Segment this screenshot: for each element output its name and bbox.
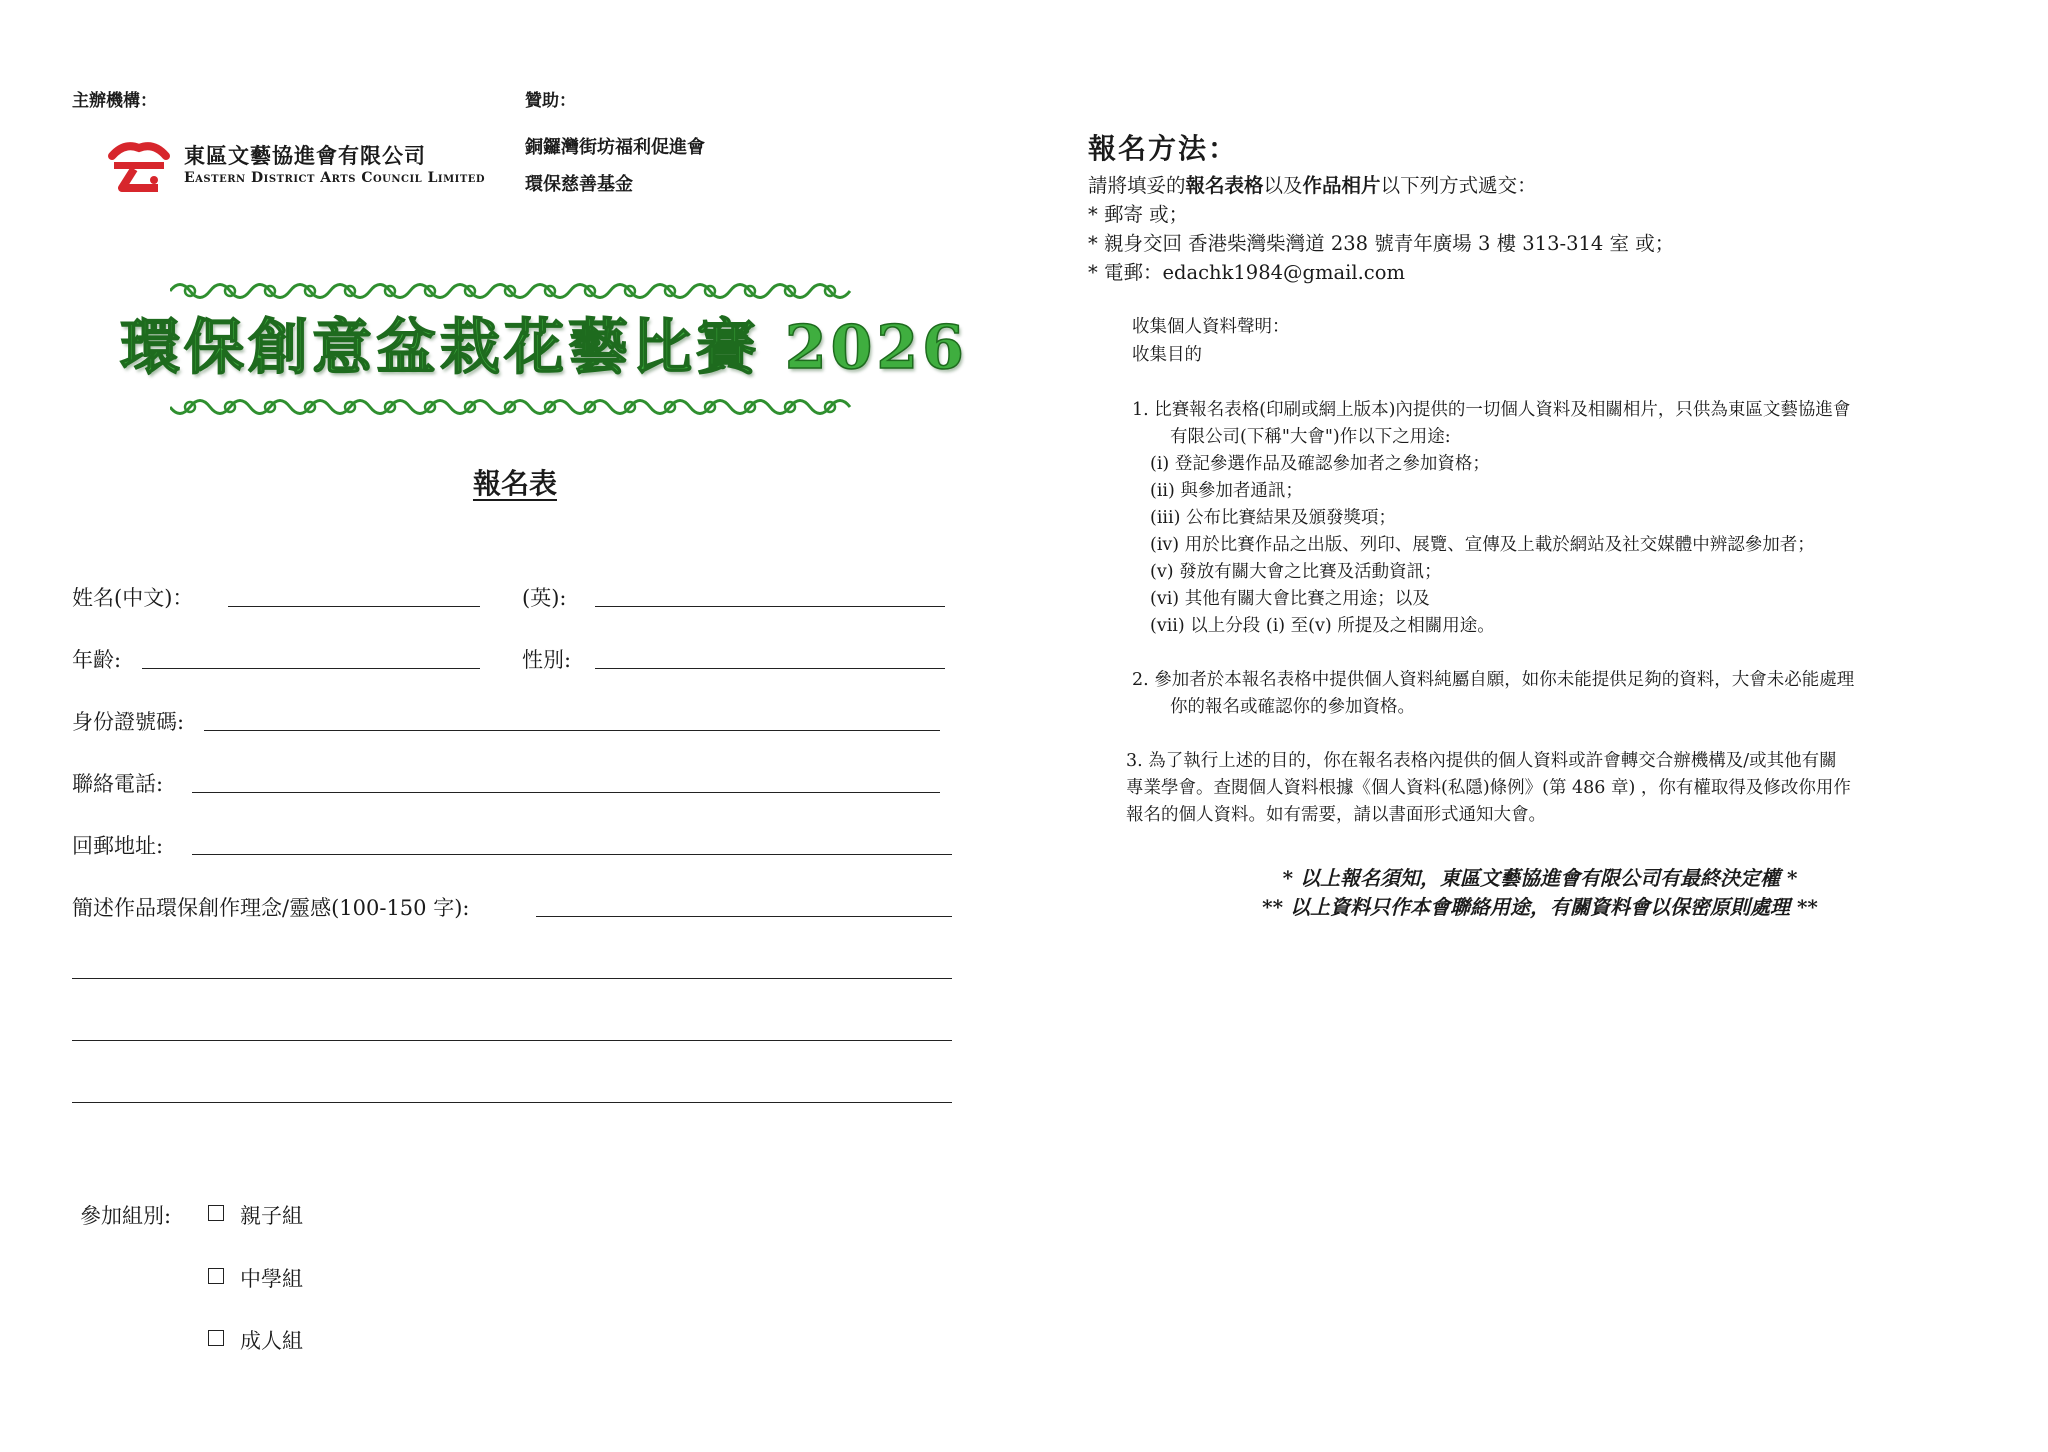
name-cn-label: 姓名(中文)： xyxy=(72,586,194,610)
concept-field-line-3[interactable] xyxy=(72,1040,952,1041)
id-number-label: 身份證號碼: xyxy=(72,710,185,734)
method-intro xyxy=(1088,170,1537,198)
notice-confidentiality: ** 以上資料只作本會聯絡用途，有關資料會以保密原則處理 ** xyxy=(1262,895,1818,919)
method-option-mail: * 郵寄 或； xyxy=(1088,203,1189,226)
name-cn-field[interactable] xyxy=(228,606,480,607)
vine-divider-bottom xyxy=(170,392,860,422)
concept-field-line-2[interactable] xyxy=(72,978,952,979)
privacy-p1-line2: 有限公司(下稱"大會")作以下之用途: xyxy=(1170,427,1451,447)
privacy-p2-line1: 2. 參加者於本報名表格中提供個人資料純屬自願，如你未能提供足夠的資料，大會未必能處理 xyxy=(1132,670,1855,690)
organizer-label: 主辦機構： xyxy=(72,91,157,111)
intro-e: 以下列方式遞交： xyxy=(1380,174,1537,197)
name-en-label: (英): xyxy=(522,586,567,610)
organizer-logo xyxy=(104,138,524,198)
intro-c: 以及 xyxy=(1263,174,1303,197)
concept-label: 簡述作品環保創作理念/靈感(100-150 字): xyxy=(72,896,470,920)
phone-label: 聯絡電話: xyxy=(72,772,164,796)
privacy-use-2: (ii) 與參加者通訊； xyxy=(1150,481,1303,501)
gender-label: 性別: xyxy=(522,648,572,672)
intro-photo: 作品相片 xyxy=(1302,174,1381,197)
phone-field[interactable] xyxy=(192,792,940,793)
notice-final-decision: * 以上報名須知，東區文藝協進會有限公司有最終決定權 * xyxy=(1282,866,1798,890)
privacy-use-3: (iii) 公布比賽結果及頒發獎項； xyxy=(1150,508,1397,528)
privacy-use-5: (v) 發放有關大會之比賽及活動資訊； xyxy=(1150,562,1442,582)
checkbox-adult[interactable] xyxy=(208,1330,224,1346)
checkbox-parent-child[interactable] xyxy=(208,1205,224,1221)
age-label: 年齡: xyxy=(72,648,122,672)
sponsor-1: 銅鑼灣街坊福利促進會 xyxy=(525,137,705,158)
concept-field-line-1[interactable] xyxy=(536,916,952,917)
sponsor-2: 環保慈善基金 xyxy=(525,174,633,195)
privacy-p3-line3: 報名的個人資料。如有需要，請以書面形式通知大會。 xyxy=(1126,805,1546,825)
address-label: 回郵地址: xyxy=(72,834,164,858)
age-field[interactable] xyxy=(142,668,480,669)
sponsor-label: 贊助： xyxy=(525,91,576,111)
privacy-title: 收集個人資料聲明： xyxy=(1132,317,1290,337)
privacy-purpose: 收集目的 xyxy=(1132,345,1202,365)
edac-logo-icon xyxy=(104,138,174,198)
org-name-cn: 東區文藝協進會有限公司 xyxy=(184,144,426,168)
org-name-en: Eastern District Arts Council Limited xyxy=(184,170,486,186)
method-option-email: * 電郵：edachk1984@gmail.com xyxy=(1088,261,1405,284)
group-label: 參加組別: xyxy=(80,1204,172,1228)
method-heading: 報名方法： xyxy=(1088,132,1239,165)
privacy-p2-line2: 你的報名或確認你的參加資格。 xyxy=(1170,697,1415,717)
privacy-p1-line1: 1. 比賽報名表格(印刷或網上版本)內提供的一切個人資料及相關相片，只供為東區文藝協進會 xyxy=(1132,400,1851,420)
privacy-use-4: (iv) 用於比賽作品之出版、列印、展覽、宣傳及上載於網站及社交媒體中辨認參加者； xyxy=(1150,535,1815,555)
form-title: 報名表 xyxy=(472,467,557,500)
privacy-use-6: (vi) 其他有關大會比賽之用途；以及 xyxy=(1150,589,1430,609)
name-en-field[interactable] xyxy=(595,606,945,607)
gender-field[interactable] xyxy=(595,668,945,669)
option-adult: 成人組 xyxy=(240,1329,303,1353)
intro-a: 請將填妥的 xyxy=(1088,174,1186,197)
privacy-use-1: (i) 登記參選作品及確認參加者之參加資格； xyxy=(1150,454,1490,474)
privacy-use-7: (vii) 以上分段 (i) 至(v) 所提及之相關用途。 xyxy=(1150,616,1495,636)
competition-title: 環保創意盆栽花藝比賽 2026 xyxy=(120,313,968,383)
concept-field-line-4[interactable] xyxy=(72,1102,952,1103)
address-field[interactable] xyxy=(192,854,952,855)
privacy-p3-line1: 3. 為了執行上述的目的，你在報名表格內提供的個人資料或許會轉交合辦機構及/或其他有關 xyxy=(1126,751,1837,771)
intro-form: 報名表格 xyxy=(1185,174,1264,197)
id-number-field[interactable] xyxy=(204,730,940,731)
method-option-in-person: * 親身交回 香港柴灣柴灣道 238 號青年廣場 3 樓 313-314 室 或； xyxy=(1088,232,1675,255)
checkbox-secondary[interactable] xyxy=(208,1268,224,1284)
option-secondary: 中學組 xyxy=(240,1267,303,1291)
privacy-p3-line2: 專業學會。查閱個人資料根據《個人資料(私隱)條例》(第 486 章) ，你有權取得及修改你用作 xyxy=(1126,778,1851,798)
option-parent-child: 親子組 xyxy=(240,1204,303,1228)
